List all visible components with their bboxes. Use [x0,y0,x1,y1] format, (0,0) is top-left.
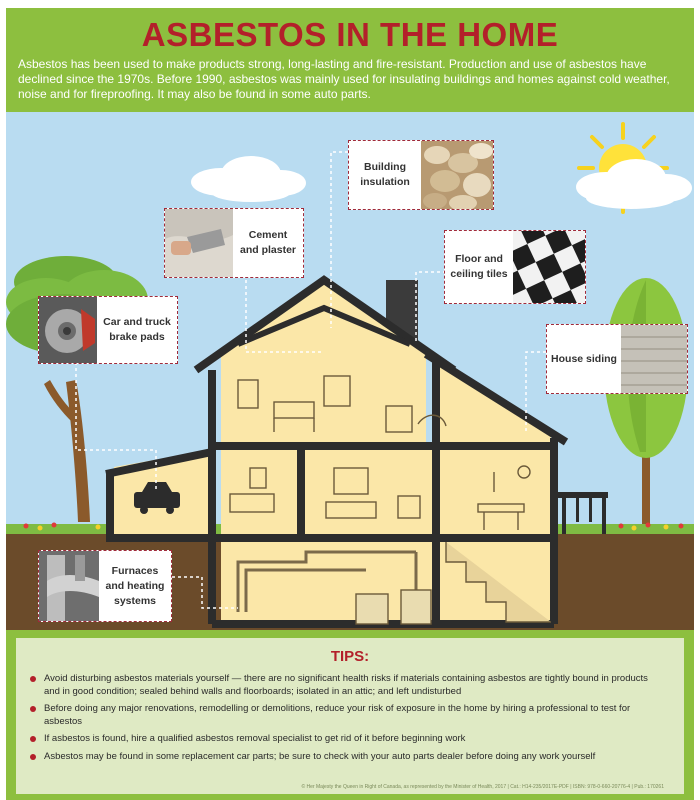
cement-plaster-photo [165,209,233,277]
furnace-photo [39,551,99,621]
cloud-icon [191,156,306,202]
tip-item: If asbestos is found, hire a qualified asbestos removal specialist to get rid of it before beginning work [44,732,664,745]
house-scene [6,112,694,630]
bullet-icon [30,754,36,760]
header [6,8,694,112]
callout-label: Furnaces and heating systems [105,564,165,607]
insulation-photo [421,141,493,209]
callout-label: Cement and plaster [239,229,297,256]
intro-text: Asbestos has been used to make products strong, long-lasting and fire-resistant. Production and use of asbestos have declined since the 1970s. Before 1990, asbestos was mainly used for insulating buildings and homes against cold weather, noise and for fireproofing. It may also be found in some auto parts. [18,57,670,101]
bullet-icon [30,736,36,742]
tips-box [16,638,684,794]
tip-item: Avoid disturbing asbestos materials yourself — there are no significant health risks if materials containing asbestos are tightly bound in products and in good condition; sealed behind walls and floorboards; isolated in an attic; and left undisturbed [44,672,664,698]
infographic-page [6,8,694,800]
callout-house-siding [546,324,688,394]
bullet-icon [30,676,36,682]
callout-label: Building insulation [360,161,410,188]
tips-title: TIPS: [330,648,370,665]
callout-brake-pads [38,296,178,364]
tiles-photo [513,231,585,303]
brake-pads-photo [39,297,97,363]
tree-right-icon [604,278,688,532]
callout-building-insulation [348,140,494,210]
tip-item: Asbestos may be found in some replacement car parts; be sure to check with your auto parts dealer before doing any work yourself [44,750,664,763]
callout-furnaces [38,550,172,622]
tip-item: Before doing any major renovations, remodelling or demolitions, reduce your risk of exposure in the home by hiring a professional to test for asbestos [44,702,664,728]
bullet-icon [30,706,36,712]
footer-credits: © Her Majesty the Queen in Right of Canada, as represented by the Minister of Health, 2017 | Cat.: H14-235/2017E-PDF | ISBN: 978-0-660-20776-4 | Pub.: 170261 [301,784,664,790]
page-title: ASBESTOS IN THE HOME [141,16,559,53]
callout-label: Floor and ceiling tiles [450,253,508,280]
callout-label: Car and truck brake pads [103,316,171,343]
callout-cement-plaster [164,208,304,278]
callout-label: House siding [551,352,617,365]
callout-floor-ceiling-tiles [444,230,586,304]
tips-section [6,638,694,800]
house-siding-photo [621,325,687,393]
